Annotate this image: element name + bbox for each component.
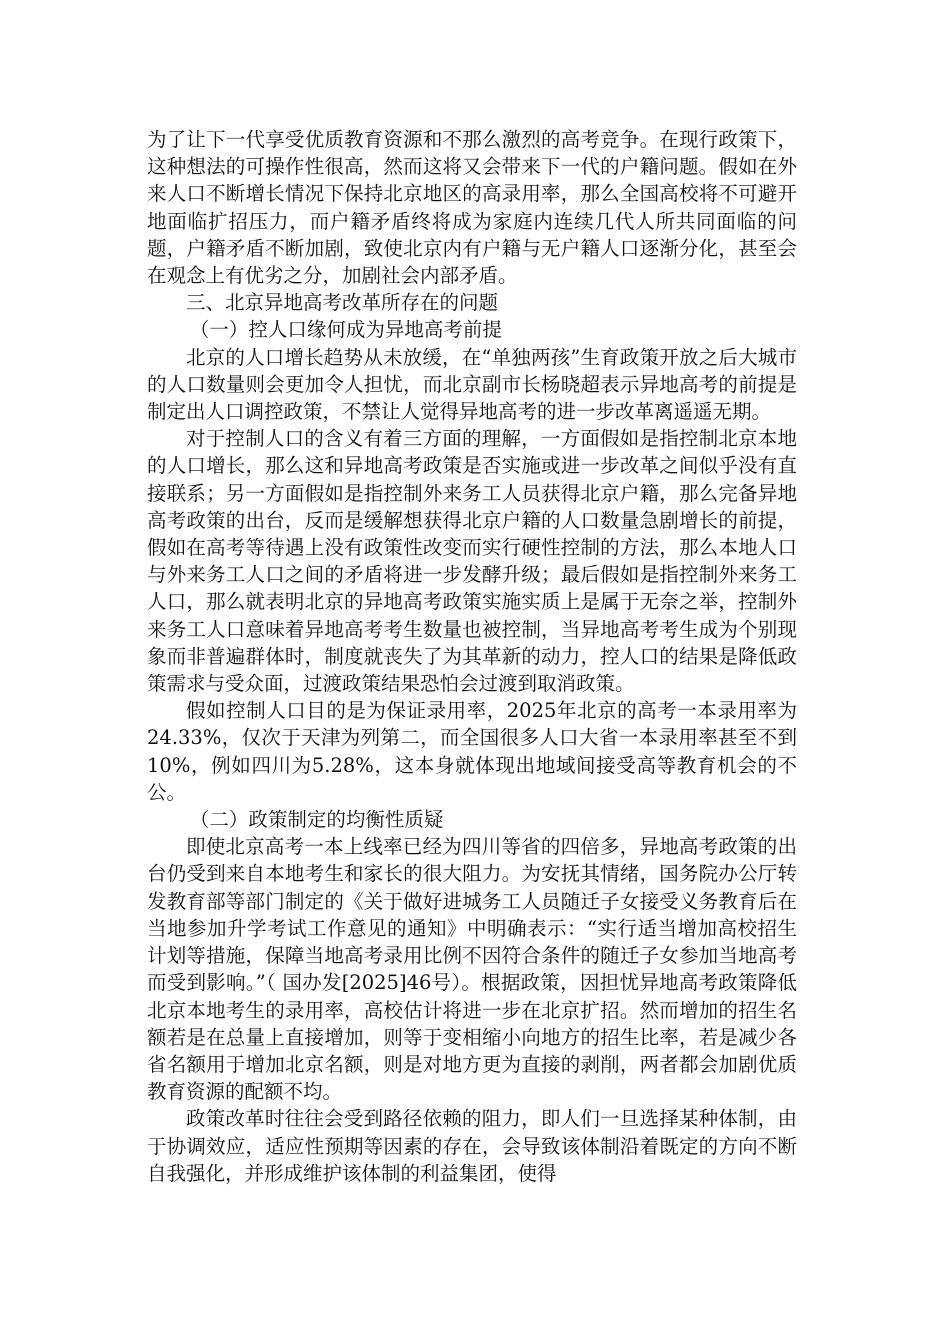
document-page bbox=[147, 126, 797, 1187]
paragraph-policy-resistance: 即使北京高考一本上线率已经为四川等省的四倍多，异地高考政策的出台仍受到来自本地考生和家长的很大阻力。为安抚其情绪，国务院办公厅转发教育部等部门制定的《关于做好进城务工人员随迁子女接受义务教育后在当地参加升学考试工作意见的通知》中明确表示：“实行适当增加高校招生计划等措施，保障当地高考录用比例不因符合条件的随迁子女参加当地高考而受到影响。”（ 国办发[2025]46号）。根据政策，因担忧异地高考政策降低北京本地考生的录用率，高校估计将进一步在北京扩招。然而增加的招生名额若是在总量上直接增加，则等于变相缩小向地方的招生比率，若是减少各省名额用于增加北京名额，则是对地方更为直接的剥削，两者都会加剧优质教育资源的配额不均。 bbox=[147, 835, 797, 1104]
section-heading-problems: 三、北京异地高考改革所存在的问题 bbox=[186, 291, 499, 315]
paragraph-population-growth: 北京的人口增长趋势从未放缓，在“单独两孩”生育政策开放之后大城市的人口数量则会更加令人担忧，而北京副市长杨晓超表示异地高考的前提是制定出人口调控政策，不禁让人觉得异地高考的进一步改革离遥遥无期。 bbox=[147, 345, 797, 424]
subsection-heading-population-control: （一）控人口缘何成为异地高考前提 bbox=[189, 318, 502, 342]
paragraph-population-control-meaning: 对于控制人口的含义有着三方面的理解，一方面假如是指控制北京本地的人口增长，那么这和异地高考政策是否实施或进一步改革之间似乎没有直接联系；另一方面假如是指控制外来务工人员获得北京户籍，那么完备异地高考政策的出台，反而是缓解想获得北京户籍的人口数量急剧增长的前提，假如在高考等待遇上没有政策性改变而实行硬性控制的方法，那么本地人口与外来务工人口之间的矛盾将进一步发酵升级；最后假如是指控制外来务工人口，那么就表明北京的异地高考政策实施实质上是属于无奈之举，控制外来务工人口意味着异地高考考生数量也被控制，当异地高考考生成为个别现象而非普遍群体时，制度就丧失了为其革新的动力，控人口的结果是降低政策需求与受众面，过渡政策结果恐怕会过渡到取消政策。 bbox=[147, 427, 797, 696]
paragraph-household-registration: 为了让下一代享受优质教育资源和不那么激烈的高考竞争。在现行政策下，这种想法的可操作性很高，然而这将又会带来下一代的户籍问题。假如在外来人口不断增长情况下保持北京地区的高录用率，那么全国高校将不可避开地面临扩招压力，而户籍矛盾终将成为家庭内连续几代人所共同面临的问题，户籍矛盾不断加剧，致使北京内有户籍与无户籍人口逐渐分化，甚至会在观念上有优劣之分，加剧社会内部矛盾。 bbox=[147, 128, 797, 288]
paragraph-admission-rate: 假如控制人口目的是为保证录用率，2025年北京的高考一本录用率为24.33%，仅次于天津为列第二，而全国很多人口大省一本录用率甚至不到10%，例如四川为5.28%，这本身就体现出地域间接受高等教育机会的不公。 bbox=[147, 699, 797, 804]
paragraph-path-dependence: 政策改革时往往会受到路径依赖的阻力，即人们一旦选择某种体制，由于协调效应，适应性预期等因素的存在，会导致该体制沿着既定的方向不断自我强化，并形成维护该体制的利益集团，使得 bbox=[147, 1107, 797, 1185]
subsection-heading-policy-balance: （二）政策制定的均衡性质疑 bbox=[189, 808, 444, 832]
